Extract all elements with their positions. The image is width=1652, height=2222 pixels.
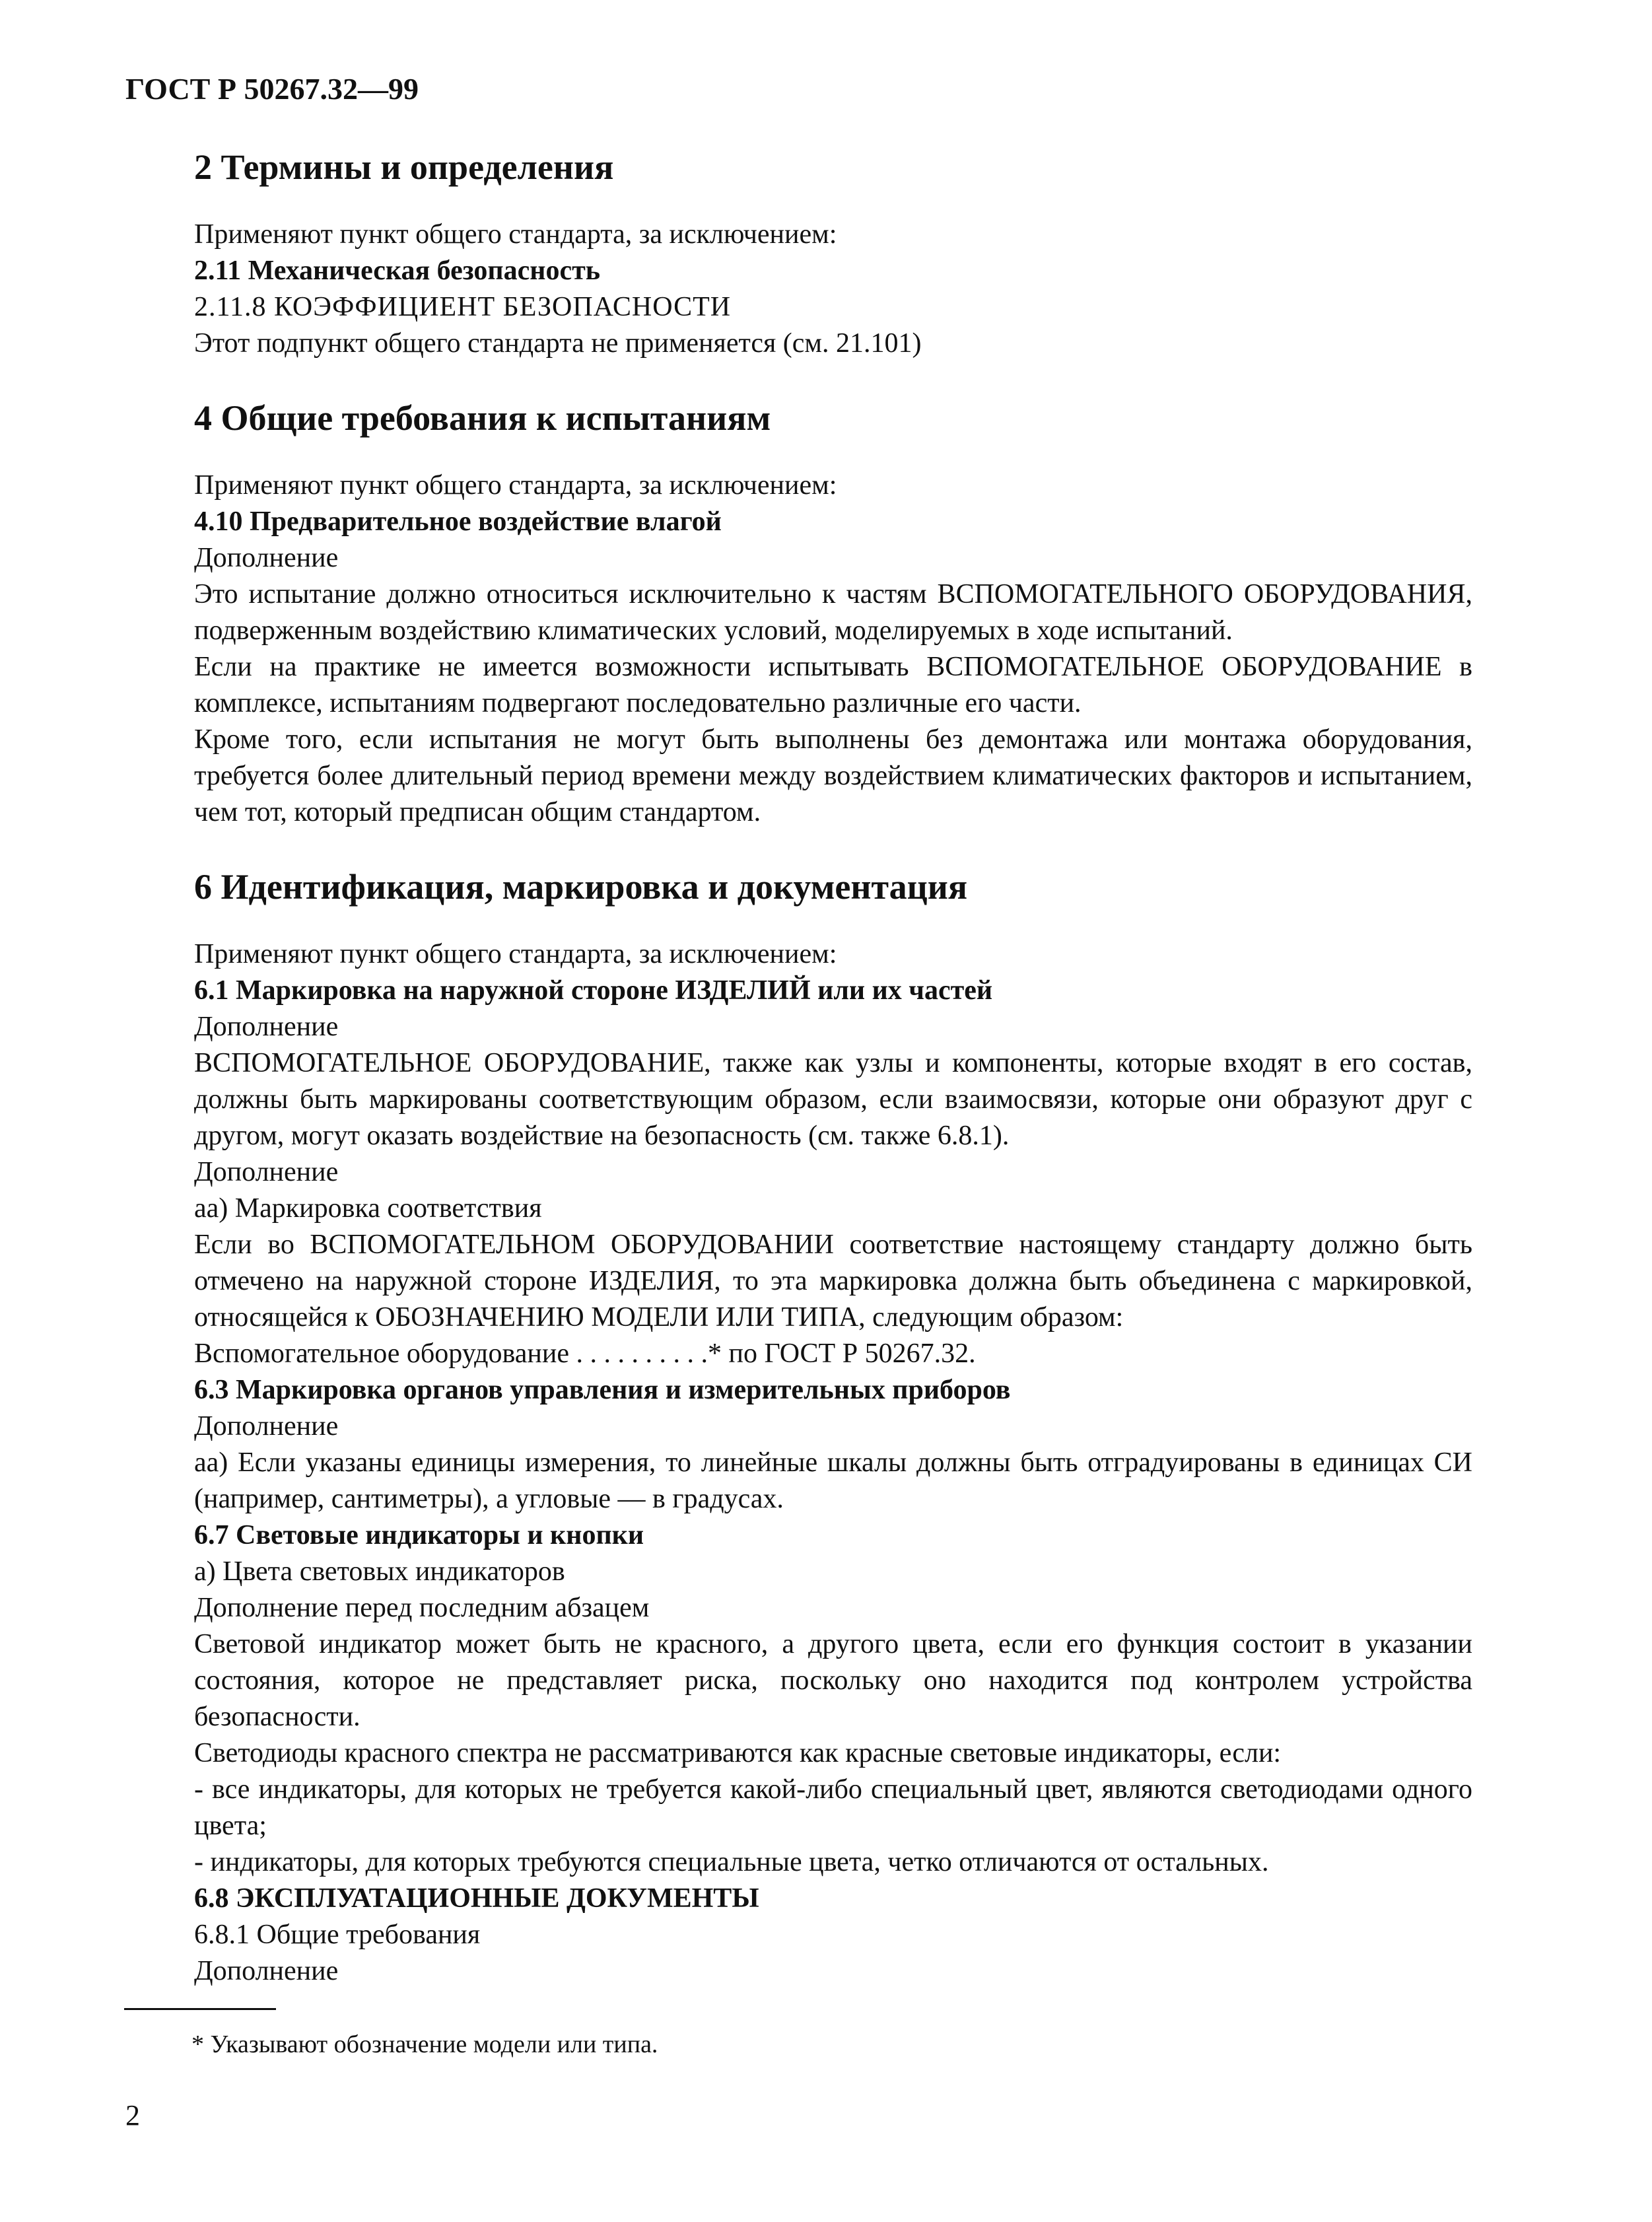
section-2-note: Этот подпункт общего стандарта не применяется (см. 21.101)	[194, 328, 922, 359]
light-colors-item: а) Цвета световых индикаторов	[194, 1556, 565, 1587]
section-4-paragraph: Это испытание должно относиться исключительно к частям ВСПОМОГАТЕЛЬНОГО ОБОРУДОВАНИЯ, подверженным воздействию климатических условий, моделируемых в ходе испытаний.	[194, 579, 1472, 646]
section-6-paragraph: Светодиоды красного спектра не рассматриваются как красные световые индикаторы, если:	[194, 1738, 1282, 1768]
addition-label: Дополнение	[194, 543, 339, 573]
section-6-paragraph: Если во ВСПОМОГАТЕЛЬНОМ ОБОРУДОВАНИИ соответствие настоящему стандарту должно быть отмечено на наружной стороне ИЗДЕЛИЯ, то эта маркировка должна быть объединена с маркировкой, относящейся к ОБОЗНАЧЕНИЮ МОДЕЛИ ИЛИ ТИПА, следующим образом:	[194, 1230, 1472, 1333]
subsection-6-8-1-title: 6.8.1 Общие требования	[194, 1920, 481, 1950]
section-2-intro: Применяют пункт общего стандарта, за исключением:	[194, 219, 837, 250]
section-6-paragraph: аа) Если указаны единицы измерения, то линейные шкалы должны быть отградуированы в единицах СИ (например, сантиметры), а угловые — в градусах.	[194, 1447, 1472, 1514]
marking-item-aa: аа) Маркировка соответствия	[194, 1193, 542, 1224]
section-4-paragraph: Кроме того, если испытания не могут быть выполнены без демонтажа или монтажа оборудования, требуется более длительный период времени между воздействием климатических факторов и испытанием, чем тот, который предписан общим стандартом.	[194, 724, 1472, 827]
page-number: 2	[125, 2099, 140, 2132]
addition-label: Дополнение	[194, 1157, 339, 1187]
document-code-header: ГОСТ Р 50267.32—99	[125, 72, 419, 106]
list-item: - все индикаторы, для которых не требуется какой-либо специальный цвет, являются светодиодами одного цвета;	[194, 1774, 1472, 1841]
addition-label: Дополнение	[194, 1411, 339, 1441]
list-item: - индикаторы, для которых требуются специальные цвета, четко отличаются от остальных.	[194, 1847, 1269, 1877]
marking-example: Вспомогательное оборудование . . . . . . . . . .* по ГОСТ Р 50267.32.	[194, 1338, 976, 1369]
section-6-paragraph: ВСПОМОГАТЕЛЬНОЕ ОБОРУДОВАНИЕ, также как узлы и компоненты, которые входят в его состав, должны быть маркированы соответствующим образом, если взаимосвязи, которые они образуют друг с другом, могут оказать воздействие на безопасность (см. также 6.8.1).	[194, 1048, 1472, 1151]
subsection-6-7-title: 6.7 Световые индикаторы и кнопки	[194, 1520, 644, 1550]
subsection-2-11-8-title: 2.11.8 КОЭФФИЦИЕНТ БЕЗОПАСНОСТИ	[194, 292, 732, 322]
section-6-title: 6 Идентификация, маркировка и документация	[194, 867, 968, 907]
subsection-2-11-title: 2.11 Механическая безопасность	[194, 256, 600, 286]
section-6-paragraph: Световой индикатор может быть не красного, а другого цвета, если его функция состоит в указании состояния, которое не представляет риска, поскольку оно находится под контролем устройства безопасности.	[194, 1629, 1472, 1732]
section-4-paragraph: Если на практике не имеется возможности испытывать ВСПОМОГАТЕЛЬНОЕ ОБОРУДОВАНИЕ в комплексе, испытаниям подвергают последовательно различные его части.	[194, 652, 1472, 718]
addition-label: Дополнение	[194, 1956, 339, 1986]
footnote-separator	[124, 2008, 276, 2010]
section-2-title: 2 Термины и определения	[194, 147, 614, 187]
section-4-title: 4 Общие требования к испытаниям	[194, 398, 771, 438]
subsection-4-10-title: 4.10 Предварительное воздействие влагой	[194, 506, 722, 537]
section-4-intro: Применяют пункт общего стандарта, за исключением:	[194, 470, 837, 501]
subsection-6-1-title: 6.1 Маркировка на наружной стороне ИЗДЕЛИЙ или их частей	[194, 975, 993, 1006]
subsection-6-8-title: 6.8 ЭКСПЛУАТАЦИОННЫЕ ДОКУМЕНТЫ	[194, 1883, 759, 1914]
page-content	[194, 144, 1472, 1990]
footnote: * Указывают обозначение модели или типа.	[191, 2031, 658, 2058]
addition-label: Дополнение	[194, 1012, 339, 1042]
section-6-intro: Применяют пункт общего стандарта, за исключением:	[194, 939, 837, 969]
addition-label: Дополнение перед последним абзацем	[194, 1593, 650, 1623]
subsection-6-3-title: 6.3 Маркировка органов управления и измерительных приборов	[194, 1375, 1011, 1405]
